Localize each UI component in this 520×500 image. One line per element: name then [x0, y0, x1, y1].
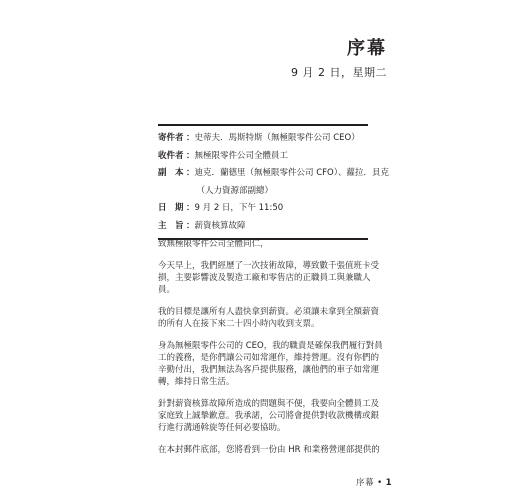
page-footer	[356, 476, 392, 488]
memo-greeting	[158, 238, 370, 250]
memo-cc-label: 副 本	[158, 168, 184, 178]
body-line: 行進行溝通斡旋等任何必要協助。	[158, 423, 286, 433]
body-line: 損，主要影響波及製造工廠和零售店的正職員工與兼職人	[158, 273, 371, 283]
body-line: 致無極限零件公司全體同仁，	[158, 239, 269, 249]
footer-section-title: 序幕	[356, 478, 375, 488]
body-paragraph-1	[158, 260, 380, 296]
memo-from-label: 寄件者	[158, 133, 184, 143]
memo-subject-row	[158, 218, 368, 236]
body-line: 的所有人在接下來二十四小時內收到支票。	[158, 319, 320, 329]
body-line: 員。	[158, 285, 176, 295]
body-line: 在本封郵件底部，您將看到一份由 HR 和業務營運部提供的	[158, 445, 380, 455]
memo-from-row	[158, 130, 368, 148]
memo-cc-value-line: 迪克．蘭德里（無極限零件公司 CFO）、蘿拉．貝克	[194, 168, 389, 178]
body-line: 工的義務，是你們讓公司如常運作，維持營運。沒有你們的	[158, 353, 380, 363]
memo-to-label: 收件者	[158, 150, 184, 161]
body-line: 今天早上，我們經歷了一次技術故障，導致數千張值班卡受	[158, 261, 380, 271]
memo-header	[158, 124, 389, 240]
memo-date-row	[158, 200, 368, 218]
body-paragraph-2	[158, 306, 380, 330]
memo-to-row	[158, 148, 368, 166]
memo-cc-value-line: （人力資源部副總）	[196, 185, 274, 196]
memo-subject-value: 薪資核算故障	[194, 220, 246, 231]
memo-colon: ：	[186, 133, 195, 143]
chapter-title: 序幕	[347, 38, 387, 59]
memo-cc-row	[158, 165, 389, 200]
body-line: 轉，維持日常生活。	[158, 377, 235, 387]
footer-bullet: •	[377, 478, 383, 488]
memo-colon: ：	[186, 168, 195, 178]
body-paragraph-3	[158, 340, 383, 388]
memo-cc-value	[195, 165, 389, 200]
body-line: 我的目標是讓所有人盡快拿到薪資。必須讓未拿到全額薪資	[158, 307, 380, 317]
memo-colon: ：	[186, 220, 195, 231]
memo-body	[158, 238, 383, 466]
memo-to-value: 無極限零件公司全體員工	[194, 150, 289, 161]
body-line: 針對薪資核算故障所造成的問題與不便，我要向全體員工及	[158, 399, 380, 409]
memo-subject-label: 主 旨	[158, 220, 184, 231]
body-line: 家庭致上誠摯歉意。我承諾，公司將會提供對收款機構或銀	[158, 411, 380, 421]
body-paragraph-5	[158, 444, 380, 456]
body-line: 辛勤付出，我們無法為客戶提供服務，讓他們的車子如常運	[158, 365, 380, 375]
body-paragraph-4	[158, 398, 380, 434]
body-line: 身為無極限零件公司的 CEO，我的職責是確保我們履行對員	[158, 341, 383, 351]
memo-date-label: 日 期	[158, 203, 184, 213]
memo-from-value: 史蒂夫．馬斯特斯（無極限零件公司 CEO）	[194, 133, 360, 143]
memo-colon: ：	[186, 203, 195, 213]
chapter-date: 9 月 2 日，星期二	[291, 66, 387, 79]
page-number: 1	[385, 478, 392, 488]
memo-date-value: 9 月 2 日，下午 11:50	[194, 203, 284, 213]
memo-colon: ：	[186, 150, 195, 161]
